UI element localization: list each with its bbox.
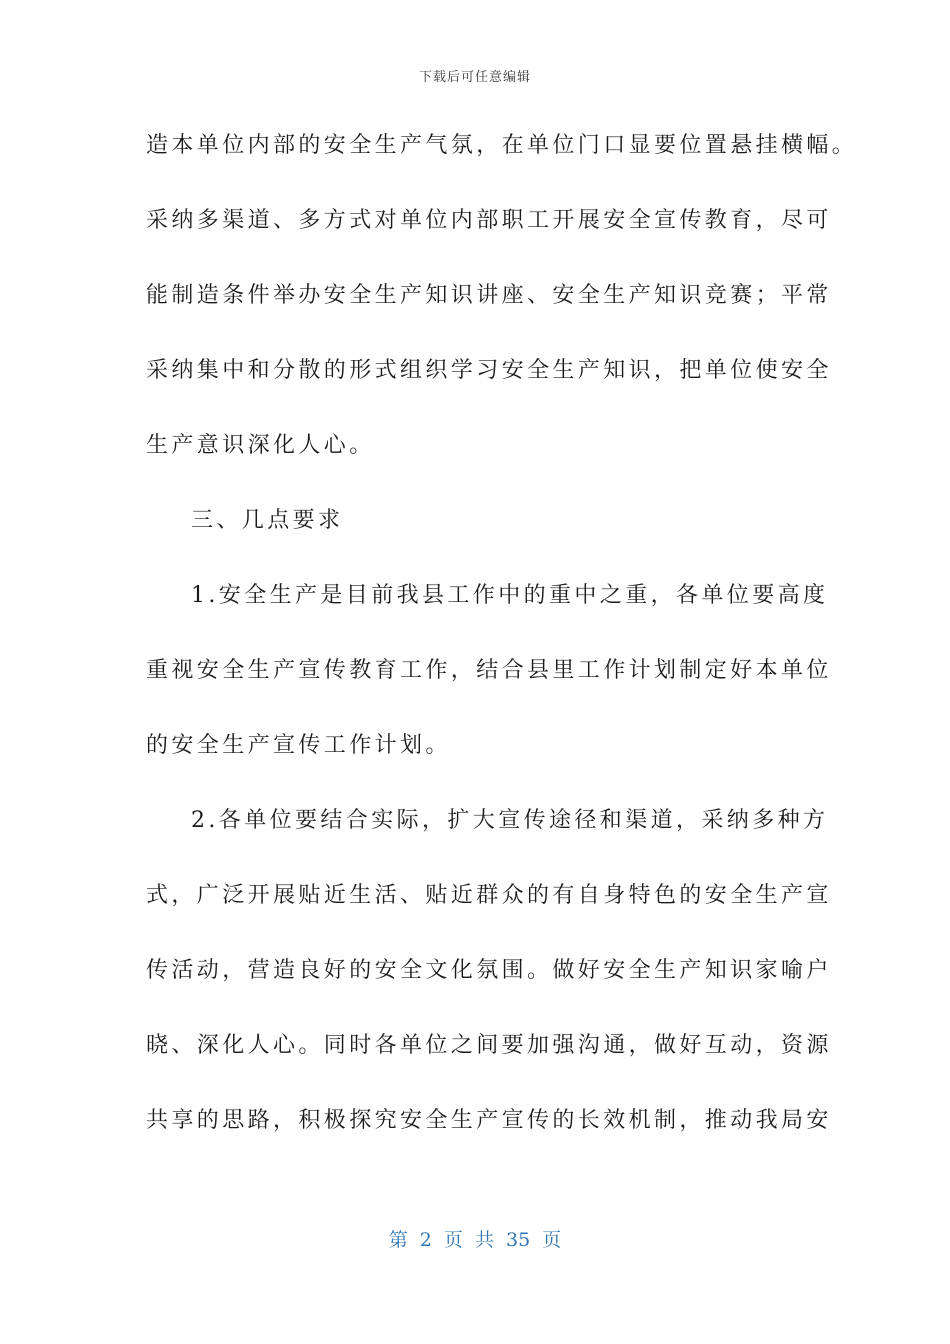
body-line-2: 采纳多渠道、多方式对单位内部职工开展安全宣传教育，尽可 xyxy=(146,208,832,233)
body-line-3: 能制造条件举办安全生产知识讲座、安全生产知识竞赛；平常 xyxy=(146,283,832,308)
body-line-7: 1.安全生产是目前我县工作中的重中之重，各单位要高度 xyxy=(191,583,829,608)
body-line-8: 重视安全生产宣传教育工作，结合县里工作计划制定好本单位 xyxy=(146,658,832,683)
body-line-1: 造本单位内部的安全生产气氛，在单位门口显要位置悬挂横幅。 xyxy=(146,133,858,158)
body-line-4: 采纳集中和分散的形式组织学习安全生产知识，把单位使安全 xyxy=(146,358,832,383)
body-line-5: 生产意识深化人心。 xyxy=(146,433,375,458)
body-line-10: 2.各单位要结合实际，扩大宣传途径和渠道，采纳多种方 xyxy=(191,808,829,833)
page-number: 第 2 页 共 35 页 xyxy=(388,1229,562,1251)
body-line-11: 式，广泛开展贴近生活、贴近群众的有自身特色的安全生产宣 xyxy=(146,883,832,908)
page-header: 下载后可任意编辑 xyxy=(418,70,531,85)
body-line-13: 晓、深化人心。同时各单位之间要加强沟通，做好互动，资源 xyxy=(146,1033,832,1058)
section-heading: 三、几点要求 xyxy=(191,508,344,533)
body-line-12: 传活动，营造良好的安全文化氛围。做好安全生产知识家喻户 xyxy=(146,958,832,983)
body-line-14: 共享的思路，积极探究安全生产宣传的长效机制，推动我局安 xyxy=(146,1108,832,1133)
body-line-9: 的安全生产宣传工作计划。 xyxy=(146,733,451,758)
